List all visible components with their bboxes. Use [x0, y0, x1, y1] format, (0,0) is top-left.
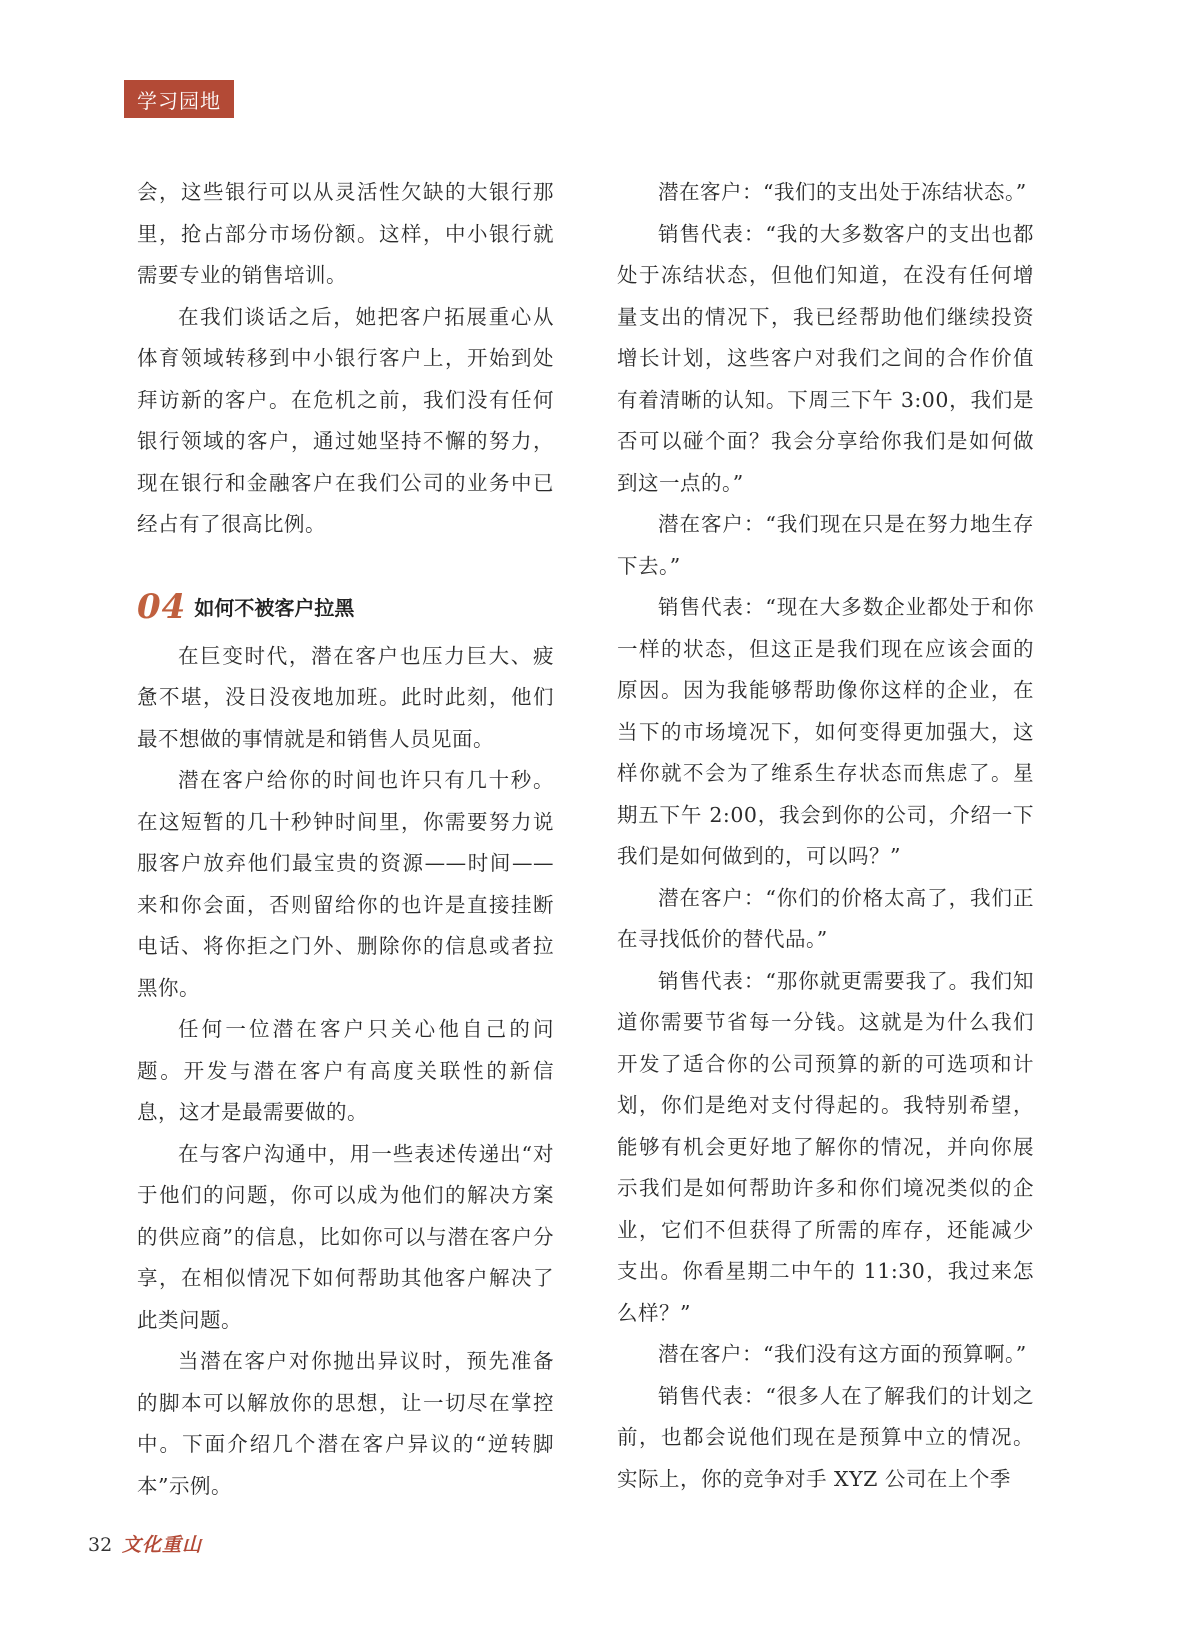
left-column: [137, 172, 554, 1507]
magazine-logo: 文化重山: [122, 1534, 203, 1556]
dialogue-paragraph: 潜在客户：“我们没有这方面的预算啊。”: [658, 1342, 1027, 1366]
paragraph: 在与客户沟通中，用一些表述传递出“对于他们的问题，你可以成为他们的解决方案的供应商”的信息，比如你可以与潜在客户分享，在相似情况下如何帮助其他客户解决了此类问题。: [137, 1141, 554, 1332]
page-number: 32: [88, 1534, 113, 1556]
dialogue-paragraph: 销售代表：“很多人在了解我们的计划之前，也都会说他们现在是预算中立的情况。实际上，你的竞争对手 XYZ 公司在上个季: [617, 1383, 1034, 1491]
paragraph: 在巨变时代，潜在客户也压力巨大、疲惫不堪，没日没夜地加班。此时此刻，他们最不想做的事情就是和销售人员见面。: [137, 643, 554, 751]
paragraph: 当潜在客户对你抛出异议时，预先准备的脚本可以解放你的思想，让一切尽在掌控中。下面介绍几个潜在客户异议的“逆转脚本”示例。: [137, 1349, 554, 1498]
section-number: 04: [137, 586, 187, 627]
paragraph: 潜在客户给你的时间也许只有几十秒。在这短暂的几十秒钟时间里，你需要努力说服客户放弃他们最宝贵的资源——时间——来和你会面，否则留给你的也许是直接挂断电话、将你拒之门外、删除你的信息或者拉黑你。: [137, 768, 554, 1000]
paragraph: 会，这些银行可以从灵活性欠缺的大银行那里，抢占部分市场份额。这样，中小银行就需要专业的销售培训。: [137, 180, 554, 287]
dialogue-paragraph: 销售代表：“我的大多数客户的支出也都处于冻结状态，但他们知道，在没有任何增量支出的情况下，我已经帮助他们继续投资增长计划，这些客户对我们之间的合作价值有着清晰的认知。下周三下午 3:00，我们是否可以碰个面？我会分享给你我们是如何做到这一点的。”: [617, 221, 1034, 495]
section-tag: 学习园地: [124, 80, 234, 118]
dialogue-paragraph: 潜在客户：“你们的价格太高了，我们正在寻找低价的替代品。”: [617, 885, 1034, 951]
dialogue-paragraph: 潜在客户：“我们的支出处于冻结状态。”: [658, 180, 1027, 204]
paragraph: 在我们谈话之后，她把客户拓展重心从体育领域转移到中小银行客户上，开始到处拜访新的客户。在危机之前，我们没有任何银行领域的客户，通过她坚持不懈的努力，现在银行和金融客户在我们公司的业务中已经占有了很高比例。: [137, 304, 554, 536]
right-column: [617, 172, 1034, 1500]
dialogue-paragraph: 销售代表：“现在大多数企业都处于和你一样的状态，但这正是我们现在应该会面的原因。因为我能够帮助像你这样的企业，在当下的市场境况下，如何变得更加强大，这样你就不会为了维系生存状态而焦虑了。星期五下午 2:00，我会到你的公司，介绍一下我们是如何做到的，可以吗？”: [617, 595, 1034, 868]
dialogue-paragraph: 潜在客户：“我们现在只是在努力地生存下去。”: [617, 512, 1034, 578]
section-heading: [137, 584, 554, 630]
section-title: 如何不被客户拉黑: [194, 596, 355, 620]
paragraph: 任何一位潜在客户只关心他自己的问题。开发与潜在客户有高度关联性的新信息，这才是最需要做的。: [137, 1017, 554, 1124]
dialogue-paragraph: 销售代表：“那你就更需要我了。我们知道你需要节省每一分钱。这就是为什么我们开发了适合你的公司预算的新的可选项和计划，你们是绝对支付得起的。我特别希望，能够有机会更好地了解你的情况，并向你展示我们是如何帮助许多和你们境况类似的企业，它们不但获得了所需的库存，还能减少支出。你看星期二中午的 11:30，我过来怎么样？”: [617, 968, 1034, 1325]
